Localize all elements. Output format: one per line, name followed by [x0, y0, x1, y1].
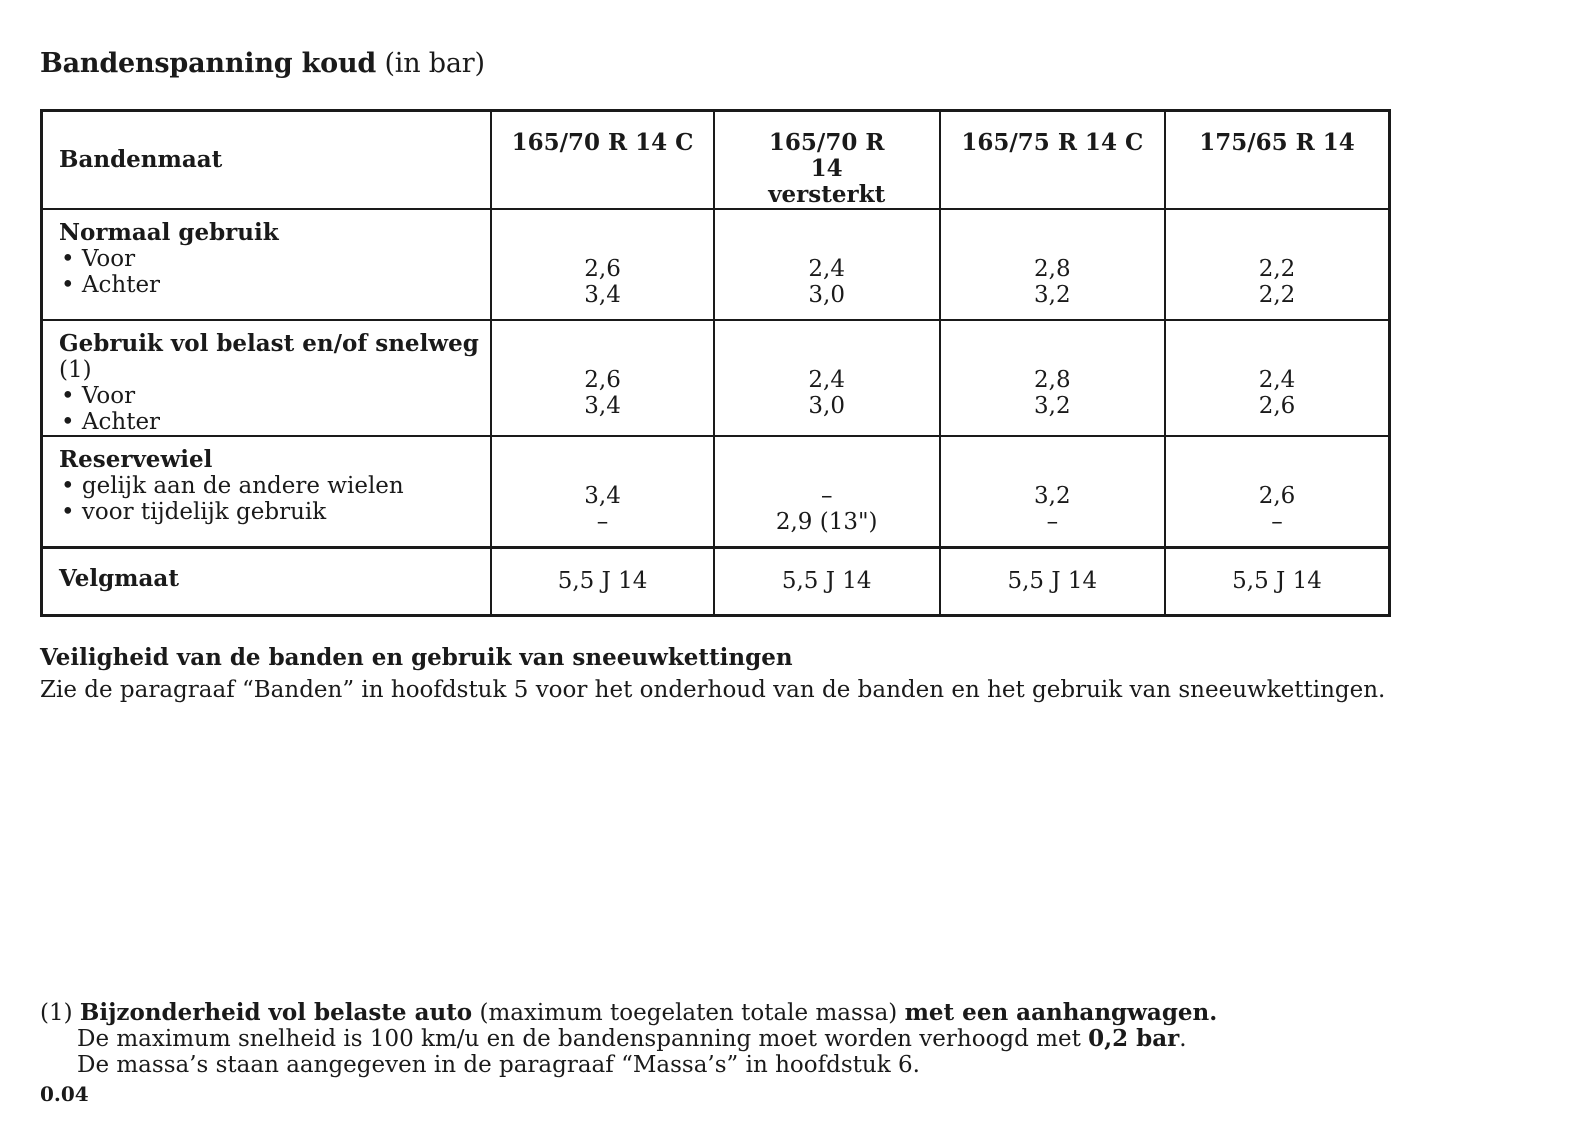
rim-label: Velgmaat — [42, 547, 492, 615]
value-front: 2,4 — [808, 256, 845, 282]
value-rear: 3,4 — [584, 393, 621, 419]
value-rear: 3,2 — [1034, 393, 1071, 419]
group-item: • voor tijdelijk gebruik — [59, 499, 490, 525]
page-title — [40, 48, 485, 79]
value-rear: 2,2 — [1258, 282, 1296, 308]
table-header-row — [42, 111, 1390, 210]
table-row-full-load — [42, 320, 1390, 436]
header-size-3: 165/75 R 14 C — [940, 111, 1165, 210]
value-front: 2,6 — [584, 256, 621, 282]
header-tyre-size-label: Bandenmaat — [42, 111, 492, 210]
value-cell — [491, 320, 713, 436]
value-cell — [940, 436, 1165, 547]
table-row-rim-size — [42, 547, 1390, 615]
value-rear: 3,4 — [584, 282, 621, 308]
value-second: – — [1046, 509, 1059, 535]
page-title-unit: (in bar) — [384, 48, 485, 79]
table-row-normal-use — [42, 209, 1390, 320]
header-size-2: 165/70 R 14 versterkt — [714, 111, 940, 210]
group-item: • Voor — [59, 383, 490, 409]
footnote-line-1 — [40, 1000, 1217, 1026]
footnote-line-2-text: De maximum snelheid is 100 km/u en de bandenspanning moet worden verhoogd met — [77, 1026, 1081, 1052]
value-cell — [491, 209, 713, 320]
rim-value: 5,5 J 14 — [714, 547, 940, 615]
footnote-bold-1: Bijzonderheid vol belaste auto — [79, 999, 473, 1026]
value-front: 2,4 — [808, 367, 845, 393]
value-cell — [714, 320, 940, 436]
group-item: • Voor — [59, 246, 490, 272]
value-cell — [714, 436, 940, 547]
value-second: – — [596, 509, 609, 535]
table-row-spare-wheel — [42, 436, 1390, 547]
rim-value: 5,5 J 14 — [940, 547, 1165, 615]
row-label — [42, 209, 492, 320]
value-cell — [491, 436, 713, 547]
rim-value: 5,5 J 14 — [1165, 547, 1389, 615]
row-label — [42, 320, 492, 436]
footnote-line-2-bold: 0,2 bar — [1088, 1025, 1180, 1052]
value-front: 2,8 — [1034, 256, 1071, 282]
value-cell — [1165, 209, 1389, 320]
value-front: 2,8 — [1034, 367, 1071, 393]
group-item: • Achter — [59, 409, 490, 435]
value-cell — [940, 320, 1165, 436]
group-item: • Achter — [59, 272, 490, 298]
value-first: 3,2 — [1034, 483, 1071, 509]
value-second: – — [1271, 509, 1283, 535]
header-size-1: 165/70 R 14 C — [491, 111, 713, 210]
safety-section — [40, 642, 1385, 706]
page-number: 0.04 — [40, 1082, 89, 1106]
header-size-4: 175/65 R 14 — [1165, 111, 1389, 210]
footnote-line-2 — [40, 1026, 1217, 1052]
tyre-pressure-table — [40, 109, 1391, 617]
footnote-bold-2: met een aanhangwagen. — [904, 999, 1218, 1026]
value-cell — [940, 209, 1165, 320]
value-front: 2,2 — [1258, 256, 1296, 282]
footnote-line-2-end: . — [1179, 1026, 1187, 1052]
safety-text: Zie de paragraaf “Banden” in hoofdstuk 5 voor het onderhoud van de banden en het gebruik van sneeuwkettingen. — [40, 677, 1386, 703]
value-first: 2,6 — [1258, 483, 1296, 509]
value-first: – — [820, 483, 833, 509]
page-title-bold: Bandenspanning koud — [40, 48, 377, 79]
value-rear: 3,0 — [808, 282, 845, 308]
value-cell — [1165, 320, 1389, 436]
footnote-marker: (1) — [40, 1000, 73, 1026]
value-second: 2,9 (13") — [775, 509, 878, 535]
footnote-line-3: De massa’s staan aangegeven in de paragraaf “Massa’s” in hoofdstuk 6. — [77, 1052, 920, 1078]
footnote-ref: (1) — [59, 357, 92, 383]
value-front: 2,6 — [584, 367, 621, 393]
value-first: 3,4 — [584, 483, 621, 509]
group-name: Normaal gebruik — [59, 219, 279, 246]
value-rear: 2,6 — [1258, 393, 1296, 419]
safety-heading: Veiligheid van de banden en gebruik van sneeuwkettingen — [40, 644, 793, 671]
value-rear: 3,2 — [1034, 282, 1071, 308]
value-front: 2,4 — [1258, 367, 1296, 393]
rim-value: 5,5 J 14 — [491, 547, 713, 615]
footnote-normal-1: (maximum toegelaten totale massa) — [479, 1000, 898, 1026]
value-cell — [714, 209, 940, 320]
value-cell — [1165, 436, 1389, 547]
group-item: • gelijk aan de andere wielen — [59, 473, 490, 499]
group-name-text: Gebruik vol belast en/of snelweg — [59, 330, 479, 357]
row-label — [42, 436, 492, 547]
footnote — [40, 1000, 1217, 1078]
value-rear: 3,0 — [808, 393, 845, 419]
group-name: Reservewiel — [59, 446, 213, 473]
group-name — [59, 330, 479, 383]
